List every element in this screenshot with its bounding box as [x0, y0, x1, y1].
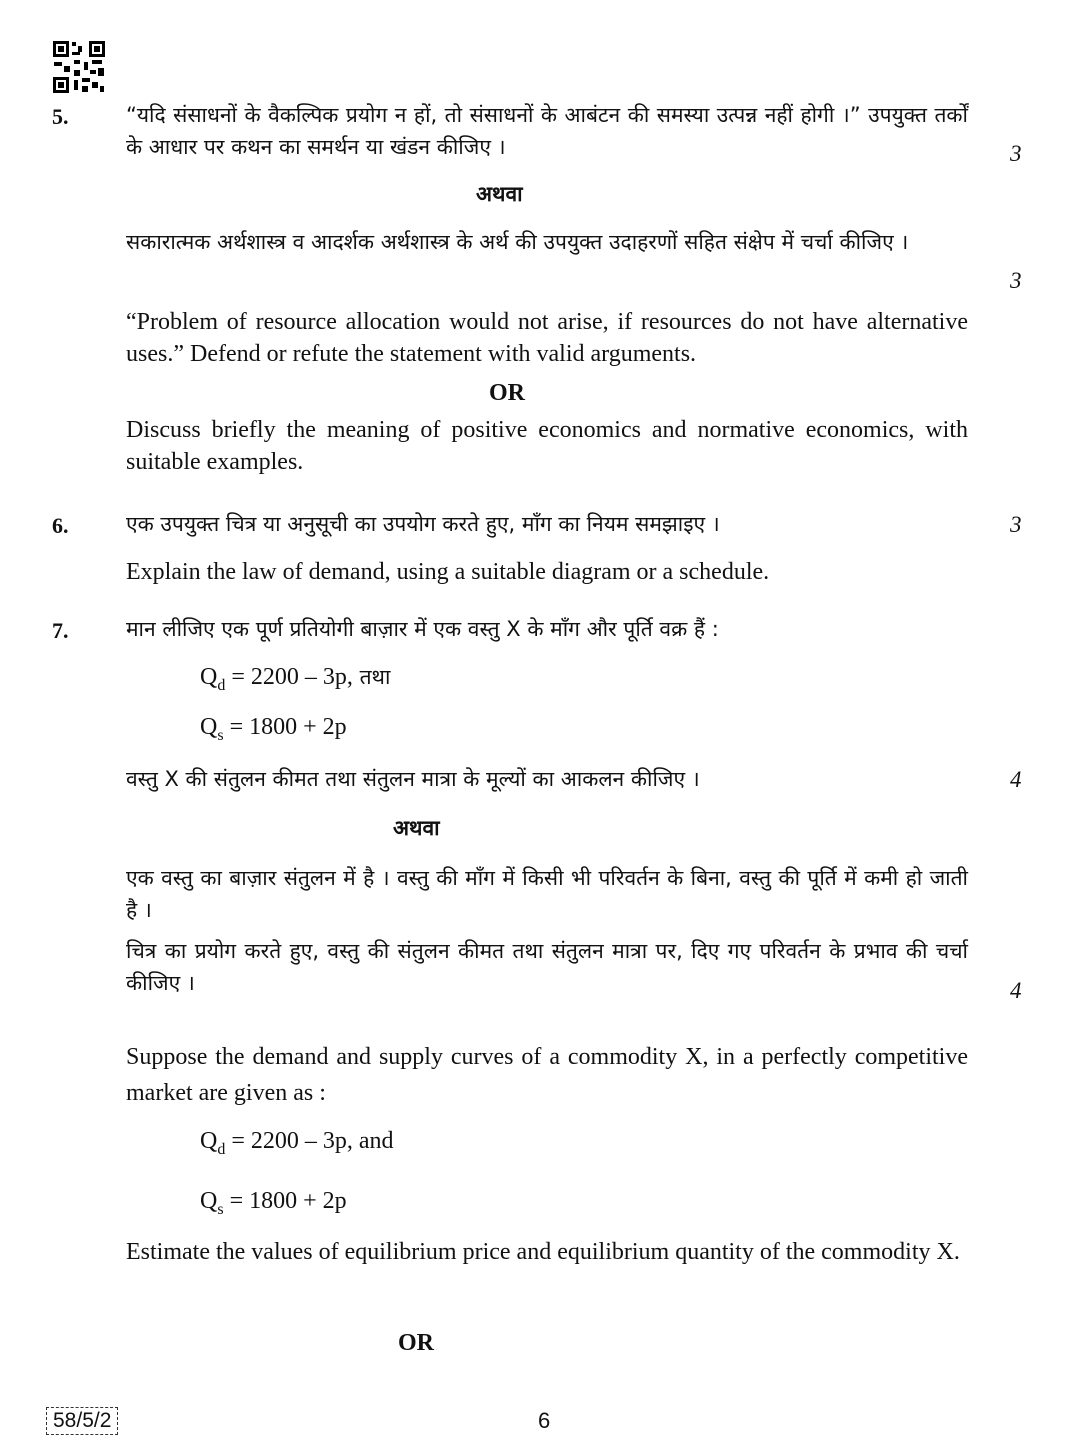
q6-hindi: एक उपयुक्त चित्र या अनुसूची का उपयोग करते हुए, माँग का नियम समझाइए । — [126, 512, 720, 536]
q7-english-intro: Suppose the demand and supply curves of a commodity X, in a perfectly competitive market are given as : — [126, 1044, 968, 1106]
eq-conjunction: तथा — [352, 665, 391, 689]
q7-english-equation-supply — [200, 1188, 347, 1219]
q7-hindi-equation-supply — [200, 714, 347, 745]
page-number: 6 — [538, 1408, 551, 1433]
eq-subscript: s — [217, 1201, 224, 1218]
q5-hindi-statement: “यदि संसाधनों के वैकल्पिक प्रयोग न हों, तो संसाधनों के आबंटन की समस्या उत्पन्न नहीं होगी ।” उपयुक्त तर्कों के आधार पर कथन का समर्थन या खंडन कीजिए । — [126, 103, 968, 159]
eq-symbol: Q — [200, 664, 218, 690]
q5-or-hindi: अथवा — [476, 182, 523, 206]
q7-marks-1: 4 — [1010, 767, 1022, 792]
q5-english-alternative: Discuss briefly the meaning of positive economics and normative economics, with suitable examples. — [126, 417, 968, 475]
q5-or-english: OR — [489, 380, 525, 406]
eq-rhs: = 2200 – 3p, — [225, 664, 353, 690]
q7-hindi-alternative-2: चित्र का प्रयोग करते हुए, वस्तु की संतुलन कीमत तथा संतुलन मात्रा पर, दिए गए परिवर्तन के प्रभाव की चर्चा कीजिए । — [126, 939, 968, 995]
qr-code-icon — [52, 40, 106, 94]
eq-rhs: = 1800 + 2p — [223, 714, 347, 740]
eq-subscript: d — [217, 677, 226, 694]
q7-english-estimate: Estimate the values of equilibrium price and equilibrium quantity of the commodity X. — [126, 1239, 960, 1265]
eq-subscript: d — [217, 1141, 226, 1158]
q7-hindi-intro: मान लीजिए एक पूर्ण प्रतियोगी बाज़ार में एक वस्तु X के माँग और पूर्ति वक्र हैं : — [126, 617, 719, 641]
eq-symbol: Q — [200, 1128, 218, 1154]
q5-marks-1: 3 — [1010, 141, 1022, 166]
paper-code: 58/5/2 — [46, 1407, 118, 1435]
eq-symbol: Q — [200, 714, 218, 740]
q5-hindi-alternative: सकारात्मक अर्थशास्त्र व आदर्शक अर्थशास्त्र के अर्थ की उपयुक्त उदाहरणों सहित संक्षेप में चर्चा कीजिए । — [126, 230, 909, 254]
q7-hindi-estimate: वस्तु X की संतुलन कीमत तथा संतुलन मात्रा के मूल्यों का आकलन कीजिए । — [126, 767, 700, 791]
q5-marks-2: 3 — [1010, 268, 1022, 293]
q6-marks: 3 — [1010, 512, 1022, 537]
q7-or-english: OR — [398, 1330, 434, 1356]
question-number-5: 5. — [52, 104, 69, 129]
question-number-7: 7. — [52, 618, 69, 643]
q7-english-equation-demand — [200, 1128, 394, 1159]
q6-english: Explain the law of demand, using a suitable diagram or a schedule. — [126, 559, 770, 585]
eq-rhs: = 2200 – 3p, and — [225, 1128, 394, 1154]
q7-or-hindi: अथवा — [393, 816, 440, 840]
q5-english-statement: “Problem of resource allocation would not arise, if resources do not have alternative uses.” Defend or refute the statement with valid arguments. — [126, 309, 968, 367]
eq-symbol: Q — [200, 1188, 218, 1214]
eq-rhs: = 1800 + 2p — [223, 1188, 347, 1214]
question-number-6: 6. — [52, 513, 69, 538]
q7-hindi-alternative-1: एक वस्तु का बाज़ार संतुलन में है । वस्तु की माँग में किसी भी परिवर्तन के बिना, वस्तु की पूर्ति में कमी हो जाती है । — [126, 866, 968, 922]
eq-subscript: s — [217, 727, 224, 744]
q7-hindi-equation-demand — [200, 663, 390, 695]
q7-marks-2: 4 — [1010, 978, 1022, 1003]
